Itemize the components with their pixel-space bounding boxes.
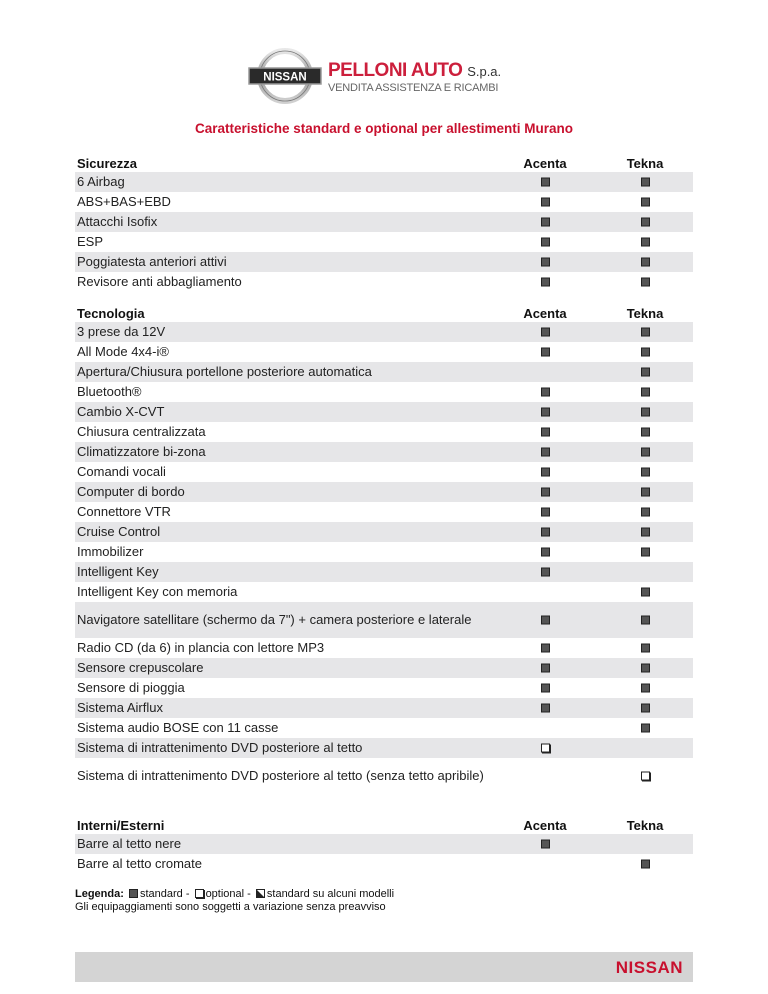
column-header-tekna: Tekna	[626, 156, 664, 171]
standard-square-icon	[541, 488, 550, 497]
standard-square-icon	[641, 408, 650, 417]
table-row	[75, 422, 693, 442]
standard-square-icon	[541, 508, 550, 517]
standard-square-icon	[541, 238, 550, 247]
company-suffix: S.p.a.	[467, 64, 502, 79]
feature-label: Cambio X-CVT	[77, 404, 165, 419]
standard-square-icon	[641, 724, 650, 733]
column-header-acenta: Acenta	[523, 156, 567, 171]
table-row	[75, 718, 693, 738]
feature-label: Sistema Airflux	[77, 700, 163, 715]
feature-label: Bluetooth®	[77, 384, 142, 399]
table-row	[75, 834, 693, 854]
footer-nissan-logo: NISSAN	[615, 958, 683, 977]
optional-square-icon	[541, 744, 550, 753]
company-subtitle: VENDITA ASSISTENZA E RICAMBI	[328, 82, 499, 94]
standard-square-icon	[641, 616, 650, 625]
standard-square-icon	[641, 588, 650, 597]
standard-square-icon	[641, 428, 650, 437]
feature-label: Cruise Control	[77, 524, 161, 539]
feature-label: 3 prese da 12V	[77, 324, 166, 339]
feature-label: Apertura/Chiusura portellone posteriore automatica	[77, 364, 372, 379]
legend-line	[75, 888, 394, 901]
feature-label: Intelligent Key con memoria	[77, 584, 238, 599]
feature-label: Sistema audio BOSE con 11 casse	[77, 720, 279, 735]
standard-square-icon	[641, 468, 650, 477]
nissan-emblem-icon	[245, 47, 325, 105]
standard-square-icon	[541, 198, 550, 207]
section-tecnologia	[75, 306, 693, 794]
table-row	[75, 602, 693, 638]
section-sicurezza	[75, 156, 693, 292]
standard-square-icon	[641, 348, 650, 357]
table-row	[75, 638, 693, 658]
standard-square-icon	[541, 428, 550, 437]
section-header	[75, 818, 693, 834]
standard-square-icon	[541, 258, 550, 267]
half-filled-square-icon	[256, 889, 265, 898]
standard-square-icon	[129, 889, 138, 898]
standard-square-icon	[541, 664, 550, 673]
feature-label: Chiusura centralizzata	[77, 424, 206, 439]
standard-square-icon	[541, 408, 550, 417]
standard-square-icon	[541, 704, 550, 713]
table-row	[75, 252, 693, 272]
table-row	[75, 362, 693, 382]
feature-label: Navigatore satellitare (schermo da 7") + camera posteriore e laterale	[77, 612, 472, 627]
standard-square-icon	[541, 568, 550, 577]
standard-square-icon	[641, 368, 650, 377]
table-row	[75, 382, 693, 402]
standard-square-icon	[641, 548, 650, 557]
standard-square-icon	[641, 664, 650, 673]
feature-label: Intelligent Key	[77, 564, 159, 579]
standard-square-icon	[641, 178, 650, 187]
table-row	[75, 738, 693, 758]
feature-label: Computer di bordo	[77, 484, 185, 499]
feature-label: ABS+BAS+EBD	[77, 194, 171, 209]
table-row	[75, 442, 693, 462]
feature-label: 6 Airbag	[77, 174, 125, 189]
legend	[75, 888, 394, 914]
feature-label: Sensore di pioggia	[77, 680, 185, 695]
footer-bar	[75, 952, 693, 982]
standard-square-icon	[641, 488, 650, 497]
standard-square-icon	[641, 448, 650, 457]
legend-standard: standard -	[139, 888, 190, 900]
feature-label: Sistema di intrattenimento DVD posteriore al tetto (senza tetto apribile)	[77, 768, 484, 783]
section-header	[75, 306, 693, 322]
header	[245, 42, 545, 110]
standard-square-icon	[641, 508, 650, 517]
standard-square-icon	[641, 704, 650, 713]
column-header-acenta: Acenta	[523, 306, 567, 321]
section-title: Interni/Esterni	[77, 818, 165, 833]
table-row	[75, 658, 693, 678]
standard-square-icon	[541, 468, 550, 477]
standard-square-icon	[641, 278, 650, 287]
feature-label: Barre al tetto nere	[77, 836, 182, 851]
table-row	[75, 562, 693, 582]
optional-square-icon	[195, 889, 204, 898]
standard-square-icon	[541, 388, 550, 397]
table-row	[75, 582, 693, 602]
column-header-acenta: Acenta	[523, 818, 567, 833]
table-row	[75, 758, 693, 794]
standard-square-icon	[641, 258, 650, 267]
standard-square-icon	[541, 448, 550, 457]
feature-label: Immobilizer	[77, 544, 144, 559]
table-row	[75, 402, 693, 422]
table-row	[75, 462, 693, 482]
table-row	[75, 192, 693, 212]
standard-square-icon	[541, 528, 550, 537]
column-header-tekna: Tekna	[626, 818, 664, 833]
feature-label: Comandi vocali	[77, 464, 166, 479]
legend-label: Legenda:	[75, 888, 124, 900]
table-row	[75, 322, 693, 342]
table-row	[75, 522, 693, 542]
feature-label: Climatizzatore bi-zona	[77, 444, 206, 459]
page-title: Caratteristiche standard e optional per allestimenti Murano	[194, 121, 574, 136]
table-row	[75, 232, 693, 252]
standard-square-icon	[641, 528, 650, 537]
section-interni-esterni	[75, 818, 693, 874]
standard-square-icon	[541, 348, 550, 357]
feature-label: Sensore crepuscolare	[77, 660, 204, 675]
section-title: Sicurezza	[77, 156, 137, 171]
table-row	[75, 698, 693, 718]
table-row	[75, 502, 693, 522]
legend-note: Gli equipaggiamenti sono soggetti a variazione senza preavviso	[75, 901, 386, 913]
standard-square-icon	[541, 644, 550, 653]
table-row	[75, 212, 693, 232]
feature-label: Poggiatesta anteriori attivi	[77, 254, 227, 269]
table-row	[75, 678, 693, 698]
standard-square-icon	[541, 178, 550, 187]
standard-square-icon	[641, 238, 650, 247]
feature-label: All Mode 4x4-i®	[77, 344, 169, 359]
section-title: Tecnologia	[77, 306, 145, 321]
standard-square-icon	[541, 684, 550, 693]
feature-label: Connettore VTR	[77, 504, 171, 519]
emblem-text: NISSAN	[263, 71, 307, 84]
standard-square-icon	[641, 198, 650, 207]
standard-square-icon	[541, 840, 550, 849]
table-row	[75, 482, 693, 502]
standard-square-icon	[641, 388, 650, 397]
company-name: PELLONI AUTO S.p.a.	[328, 60, 502, 81]
table-row	[75, 542, 693, 562]
table-row	[75, 172, 693, 192]
standard-square-icon	[641, 860, 650, 869]
table-row	[75, 854, 693, 874]
standard-square-icon	[641, 684, 650, 693]
feature-label: Attacchi Isofix	[77, 214, 158, 229]
standard-square-icon	[641, 328, 650, 337]
legend-optional: optional -	[205, 888, 251, 900]
column-header-tekna: Tekna	[626, 306, 664, 321]
standard-square-icon	[541, 278, 550, 287]
standard-square-icon	[541, 328, 550, 337]
feature-label: Revisore anti abbagliamento	[77, 274, 242, 289]
table-row	[75, 272, 693, 292]
feature-label: Radio CD (da 6) in plancia con lettore MP3	[77, 640, 325, 655]
standard-square-icon	[641, 644, 650, 653]
feature-label: Barre al tetto cromate	[77, 856, 202, 871]
optional-square-icon	[641, 772, 650, 781]
table-row	[75, 342, 693, 362]
standard-square-icon	[541, 548, 550, 557]
standard-square-icon	[541, 218, 550, 227]
feature-label: ESP	[77, 234, 104, 249]
feature-label: Sistema di intrattenimento DVD posteriore al tetto	[77, 740, 363, 755]
legend-some-models: standard su alcuni modelli	[266, 888, 395, 900]
standard-square-icon	[541, 616, 550, 625]
standard-square-icon	[641, 218, 650, 227]
section-header	[75, 156, 693, 172]
